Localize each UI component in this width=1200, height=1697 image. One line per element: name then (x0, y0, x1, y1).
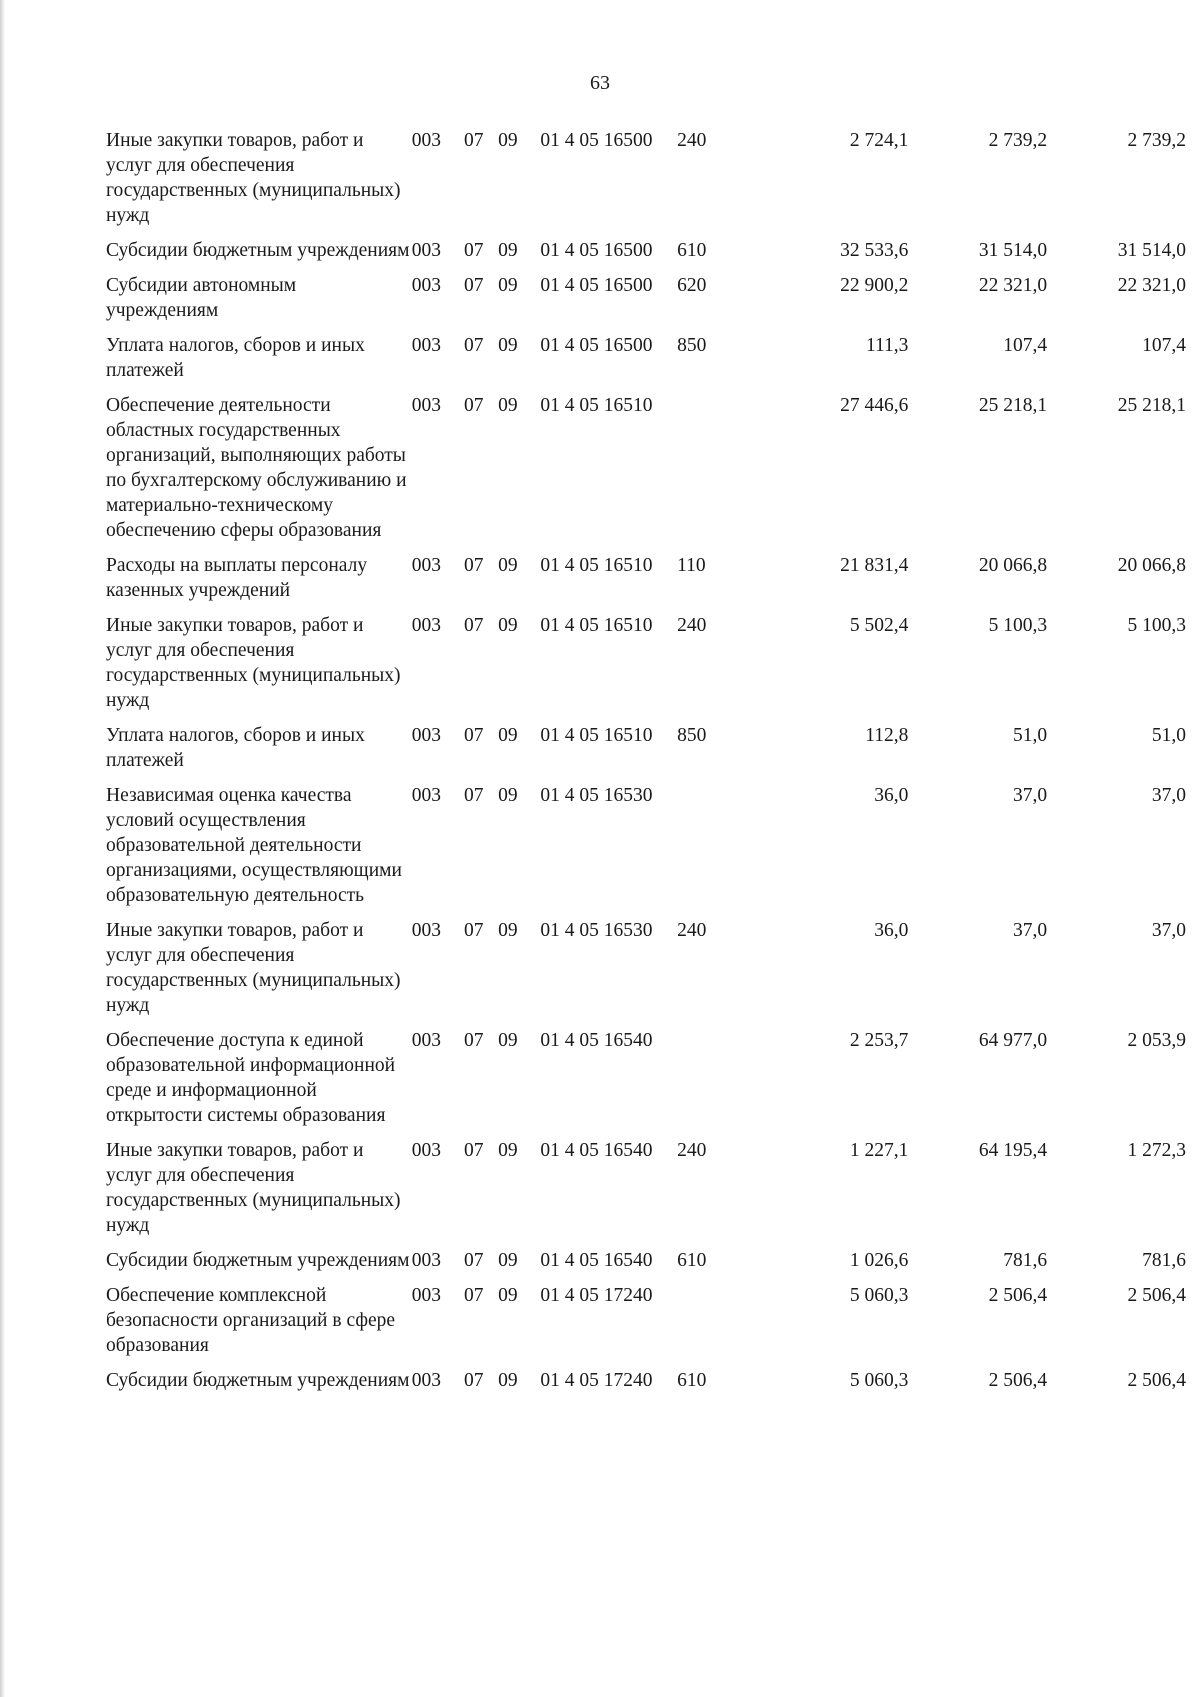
cell-pr: 09 (498, 785, 518, 806)
cell-pr: 09 (498, 1030, 518, 1051)
cell-amount-1: 5 502,4 (849, 615, 909, 636)
cell-amount-1: 5 060,3 (849, 1370, 909, 1391)
table-row (106, 918, 1186, 1028)
row-name: Субсидии автономным учреждениям (106, 275, 297, 321)
cell-amount-3: 2 739,2 (1127, 130, 1186, 151)
table-row (106, 613, 1186, 723)
table-row (106, 723, 1186, 783)
cell-vr (677, 1028, 737, 1138)
table-row (106, 1368, 1186, 1403)
cell-csr: 01 4 05 16510 (540, 615, 653, 636)
row-name: Иные закупки товаров, работ и услуг для обеспечения государственных (муниципальных) нужд (106, 920, 401, 1016)
cell-pr: 09 (498, 725, 518, 746)
table-row (106, 393, 1186, 553)
cell-amount-2: 2 506,4 (988, 1285, 1048, 1306)
table-row (106, 128, 1186, 238)
cell-gr: 003 (411, 1370, 441, 1391)
cell-rz: 07 (463, 1250, 484, 1271)
cell-rz: 07 (463, 130, 484, 151)
cell-amount-3: 22 321,0 (1117, 275, 1186, 296)
row-name: Расходы на выплаты персоналу казенных учреждений (106, 555, 368, 601)
cell-amount-1: 36,0 (874, 920, 909, 941)
scan-edge-shadow (0, 0, 5, 1697)
cell-amount-2: 64 195,4 (978, 1140, 1048, 1161)
cell-pr: 09 (498, 920, 518, 941)
cell-amount-3: 25 218,1 (1117, 395, 1186, 416)
cell-amount-3: 107,4 (1142, 335, 1186, 356)
cell-rz: 07 (463, 1030, 484, 1051)
row-name: Обеспечение деятельности областных государственных организаций, выполняющих работы по бухгалтерскому обслуживанию и материально-техническому обеспечению сферы образования (106, 395, 407, 541)
cell-gr: 003 (411, 1030, 441, 1051)
row-name: Иные закупки товаров, работ и услуг для обеспечения государственных (муниципальных) нужд (106, 615, 401, 711)
cell-vr: 240 (677, 920, 707, 941)
cell-vr (677, 393, 737, 553)
cell-gr: 003 (411, 275, 441, 296)
cell-rz: 07 (463, 920, 484, 941)
row-name: Иные закупки товаров, работ и услуг для обеспечения государственных (муниципальных) нужд (106, 130, 401, 226)
cell-amount-2: 25 218,1 (978, 395, 1048, 416)
cell-csr: 01 4 05 16510 (540, 555, 653, 576)
cell-amount-1: 2 253,7 (849, 1030, 909, 1051)
cell-rz: 07 (463, 395, 484, 416)
cell-gr: 003 (411, 335, 441, 356)
cell-csr: 01 4 05 16500 (540, 240, 653, 261)
cell-pr: 09 (498, 275, 518, 296)
cell-rz: 07 (463, 555, 484, 576)
budget-table (106, 128, 1186, 1403)
cell-gr: 003 (411, 1250, 441, 1271)
cell-gr: 003 (411, 395, 441, 416)
cell-amount-2: 37,0 (1013, 920, 1048, 941)
cell-amount-2: 2 506,4 (988, 1370, 1048, 1391)
table-row (106, 1028, 1186, 1138)
cell-csr: 01 4 05 17240 (540, 1285, 653, 1306)
cell-amount-3: 5 100,3 (1127, 615, 1186, 636)
cell-vr: 110 (677, 555, 706, 576)
cell-amount-2: 20 066,8 (978, 555, 1048, 576)
row-name: Уплата налогов, сборов и иных платежей (106, 335, 365, 381)
cell-amount-1: 112,8 (865, 725, 909, 746)
cell-amount-3: 781,6 (1142, 1250, 1186, 1271)
cell-pr: 09 (498, 1140, 518, 1161)
cell-csr: 01 4 05 16510 (540, 395, 653, 416)
row-name: Субсидии бюджетным учреждениям (106, 1250, 410, 1271)
cell-gr: 003 (411, 240, 441, 261)
cell-gr: 003 (411, 1140, 441, 1161)
cell-amount-3: 37,0 (1151, 920, 1186, 941)
cell-csr: 01 4 05 16540 (540, 1030, 653, 1051)
cell-vr: 240 (677, 1140, 707, 1161)
cell-rz: 07 (463, 275, 484, 296)
cell-amount-3: 20 066,8 (1117, 555, 1186, 576)
row-name: Уплата налогов, сборов и иных платежей (106, 725, 365, 771)
cell-vr: 850 (677, 725, 707, 746)
cell-gr: 003 (411, 615, 441, 636)
table-row (106, 553, 1186, 613)
cell-gr: 003 (411, 725, 441, 746)
cell-pr: 09 (498, 1285, 518, 1306)
cell-csr: 01 4 05 16500 (540, 130, 653, 151)
cell-amount-1: 2 724,1 (849, 130, 909, 151)
cell-amount-2: 5 100,3 (988, 615, 1048, 636)
cell-amount-1: 5 060,3 (849, 1285, 909, 1306)
cell-amount-2: 2 739,2 (988, 130, 1048, 151)
cell-vr (677, 1283, 737, 1368)
cell-vr (677, 783, 737, 918)
cell-rz: 07 (463, 785, 484, 806)
table-row (106, 1283, 1186, 1368)
cell-csr: 01 4 05 16530 (540, 920, 653, 941)
cell-pr: 09 (498, 240, 518, 261)
cell-amount-3: 2 506,4 (1127, 1370, 1186, 1391)
cell-amount-3: 51,0 (1151, 725, 1186, 746)
cell-vr: 240 (677, 615, 707, 636)
cell-amount-1: 32 533,6 (840, 240, 909, 261)
cell-rz: 07 (463, 1285, 484, 1306)
row-name: Обеспечение комплексной безопасности организаций в сфере образования (106, 1285, 396, 1356)
cell-csr: 01 4 05 16540 (540, 1140, 653, 1161)
cell-csr: 01 4 05 16500 (540, 275, 653, 296)
cell-pr: 09 (498, 1250, 518, 1271)
cell-gr: 003 (411, 920, 441, 941)
cell-csr: 01 4 05 16510 (540, 725, 653, 746)
cell-amount-1: 36,0 (874, 785, 909, 806)
cell-rz: 07 (463, 240, 484, 261)
cell-gr: 003 (411, 1285, 441, 1306)
cell-vr: 610 (677, 1370, 707, 1391)
cell-rz: 07 (463, 725, 484, 746)
cell-amount-2: 781,6 (1003, 1250, 1048, 1271)
cell-amount-1: 1 227,1 (849, 1140, 909, 1161)
row-name: Иные закупки товаров, работ и услуг для обеспечения государственных (муниципальных) нужд (106, 1140, 401, 1236)
cell-amount-3: 2 506,4 (1127, 1285, 1186, 1306)
row-name: Обеспечение доступа к единой образовательной информационной среде и информационной открытости системы образования (106, 1030, 396, 1126)
cell-csr: 01 4 05 16540 (540, 1250, 653, 1271)
cell-amount-3: 37,0 (1151, 785, 1186, 806)
cell-amount-3: 31 514,0 (1117, 240, 1186, 261)
cell-vr: 240 (677, 130, 707, 151)
cell-amount-1: 21 831,4 (840, 555, 909, 576)
cell-amount-3: 2 053,9 (1127, 1030, 1186, 1051)
cell-csr: 01 4 05 16500 (540, 335, 653, 356)
cell-rz: 07 (463, 1140, 484, 1161)
table-row (106, 1248, 1186, 1283)
cell-rz: 07 (463, 615, 484, 636)
cell-pr: 09 (498, 1370, 518, 1391)
cell-amount-2: 64 977,0 (978, 1030, 1048, 1051)
table-row (106, 333, 1186, 393)
cell-amount-1: 22 900,2 (840, 275, 909, 296)
cell-vr: 620 (677, 275, 707, 296)
cell-amount-1: 27 446,6 (840, 395, 909, 416)
cell-amount-3: 1 272,3 (1127, 1140, 1186, 1161)
cell-vr: 610 (677, 1250, 707, 1271)
row-name: Независимая оценка качества условий осуществления образовательной деятельности организациями, осуществляющими образовательную деятельность (106, 785, 402, 906)
cell-amount-2: 37,0 (1013, 785, 1048, 806)
table-row (106, 1138, 1186, 1248)
cell-vr: 850 (677, 335, 707, 356)
cell-amount-2: 51,0 (1013, 725, 1048, 746)
cell-amount-1: 111,3 (865, 335, 909, 356)
cell-vr: 610 (677, 240, 707, 261)
cell-pr: 09 (498, 130, 518, 151)
cell-gr: 003 (411, 785, 441, 806)
cell-rz: 07 (463, 335, 484, 356)
table-row (106, 238, 1186, 273)
table-row (106, 273, 1186, 333)
table-body (106, 128, 1186, 1403)
cell-amount-2: 31 514,0 (978, 240, 1048, 261)
cell-pr: 09 (498, 555, 518, 576)
cell-pr: 09 (498, 335, 518, 356)
cell-amount-2: 22 321,0 (978, 275, 1048, 296)
cell-amount-1: 1 026,6 (849, 1250, 909, 1271)
cell-csr: 01 4 05 17240 (540, 1370, 653, 1391)
row-name: Субсидии бюджетным учреждениям (106, 240, 410, 261)
cell-pr: 09 (498, 615, 518, 636)
cell-rz: 07 (463, 1370, 484, 1391)
cell-csr: 01 4 05 16530 (540, 785, 653, 806)
cell-amount-2: 107,4 (1003, 335, 1048, 356)
cell-gr: 003 (411, 555, 441, 576)
cell-gr: 003 (411, 130, 441, 151)
table-row (106, 783, 1186, 918)
page-number: 63 (590, 72, 610, 94)
row-name: Субсидии бюджетным учреждениям (106, 1370, 410, 1391)
cell-pr: 09 (498, 395, 518, 416)
